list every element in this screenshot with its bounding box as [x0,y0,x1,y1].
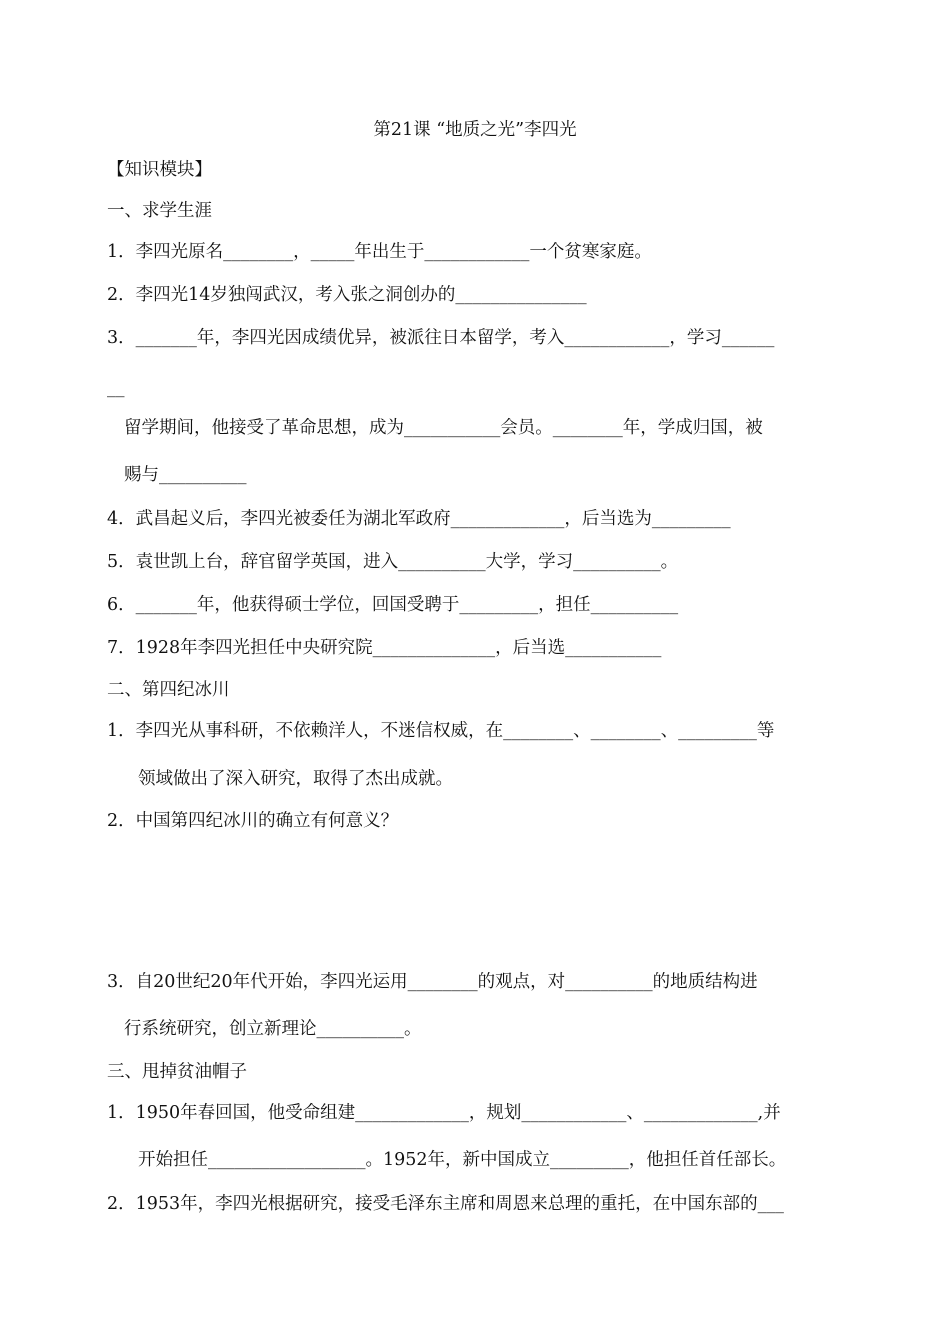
question-1-6: 6．_______年，他获得硕士学位，回国受聘于_________，担任__________ [107,595,679,615]
question-1-3-cont-2: 赐与__________ [124,465,247,485]
question-1-3-cont-1: 留学期间，他接受了革命思想，成为___________会员。________年，学成归国，被 [124,418,763,438]
question-1-5: 5．袁世凯上台，辞官留学英国，进入__________大学，学习__________。 [107,552,679,572]
page-title: 第21课 “地质之光”李四光 [373,120,577,140]
question-3-1-cont: 开始担任__________________。1952年，新中国成立_________，他担任首任部长。 [138,1150,787,1170]
question-1-3-wrap: __ [107,378,125,398]
question-1-1: 1．李四光原名________，_____年出生于____________一个贫寒家庭。 [107,242,652,262]
section-heading-3: 三、甩掉贫油帽子 [107,1062,247,1082]
question-1-4: 4．武昌起义后，李四光被委任为湖北军政府_____________，后当选为_________ [107,509,731,529]
question-2-3: 3．自20世纪20年代开始，李四光运用________的观点，对__________的地质结构进 [107,972,758,992]
question-3-2: 2．1953年，李四光根据研究，接受毛泽东主席和周恩来总理的重托，在中国东部的___ [107,1194,784,1214]
question-2-1-cont: 领域做出了深入研究，取得了杰出成就。 [138,769,453,789]
question-1-2: 2．李四光14岁独闯武汉，考入张之洞创办的_______________ [107,285,587,305]
section-heading-1: 一、求学生涯 [107,201,212,221]
section-heading-2: 二、第四纪冰川 [107,680,230,700]
question-1-7: 7．1928年李四光担任中央研究院______________，后当选___________ [107,638,662,658]
question-2-1: 1．李四光从事科研，不依赖洋人，不迷信权威，在________、________、_________等 [107,721,775,741]
question-2-2: 2．中国第四纪冰川的确立有何意义？ [107,811,399,831]
question-2-3-cont: 行系统研究，创立新理论__________。 [124,1019,422,1039]
module-heading: 【知识模块】 [107,160,212,180]
question-1-3: 3．_______年，李四光因成绩优异，被派往日本留学，考入____________，学习______ [107,328,775,348]
question-3-1: 1．1950年春回国，他受命组建_____________，规划____________、_____________,并 [107,1103,781,1123]
